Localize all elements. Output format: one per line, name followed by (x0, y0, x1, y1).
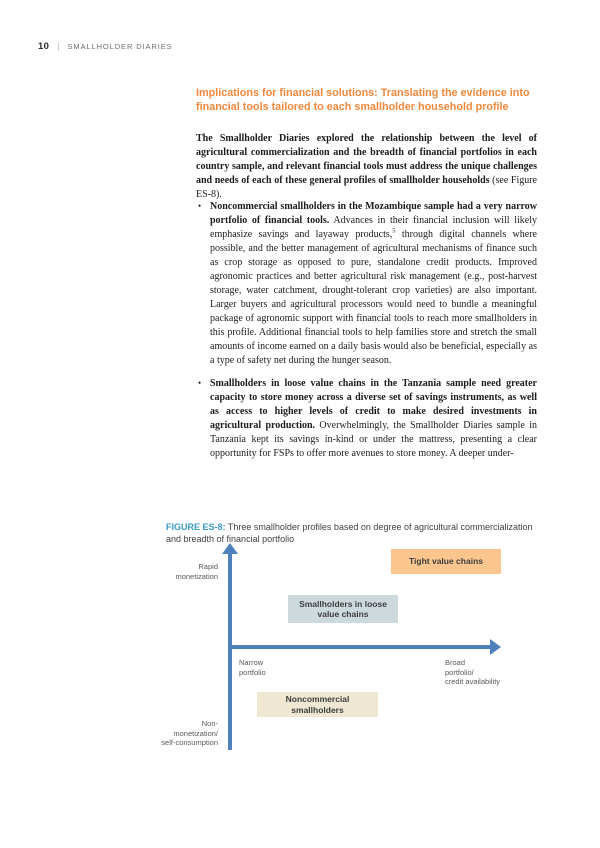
bullet-text: Overwhelmingly, the Smallholder Diaries sample in Tanzania kept its savings in-kind or under the mattress, presenting a clear opportunity for FSPs to offer more avenues to store money. A deeper under- (210, 420, 538, 459)
bullet-item-noncommercial (196, 200, 537, 368)
x-axis-high-label (445, 658, 530, 687)
intro-regular-text: (see Figure ES-8). (196, 175, 537, 200)
y-axis-line (228, 553, 232, 750)
loose-value-chains-box: Smallholders in loose value chains (288, 595, 398, 623)
label-line: monetization/ (173, 728, 218, 738)
x-axis-arrowhead-icon (490, 639, 501, 655)
label-line: portfolio/ (445, 667, 474, 677)
figure-es8-chart (160, 540, 552, 772)
label-line: portfolio (239, 667, 266, 677)
bullet-text: Advances in their financial inclusion will likely emphasize savings and layaway products, (210, 215, 537, 240)
label-line: credit availability (445, 677, 501, 686)
bullet-item-loose-value-chains (196, 377, 537, 461)
noncommercial-smallholders-box: Noncommercial smallholders (257, 692, 378, 717)
document-title: SMALLHOLDER DIARIES (67, 42, 173, 51)
intro-paragraph (196, 132, 537, 202)
header-divider: | (57, 41, 60, 51)
label-line: Non- (201, 719, 218, 728)
figure-label: FIGURE ES-8: (166, 522, 226, 532)
bullet-list (196, 200, 537, 470)
label-line: Rapid (198, 562, 218, 571)
tight-value-chains-box: Tight value chains (391, 549, 501, 574)
bullet-marker: • (198, 378, 202, 388)
label-line: Narrow (239, 658, 264, 667)
x-axis-line (230, 645, 492, 649)
running-header (38, 41, 173, 52)
intro-bold-text: The Smallholder Diaries explored the relationship between the level of agricultural commercialization and the breadth of financial portfolios in each country sample, and relevant financial tools must address the unique challenges and needs of each of these general profiles of smallholder households (196, 133, 537, 186)
bullet-bold-lead: Noncommercial smallholders in the Mozambique sample had a very narrow portfolio of financial tools. (210, 201, 537, 226)
footnote-marker: 5 (392, 227, 396, 235)
label-line: Broad (445, 658, 466, 667)
x-axis-low-label (239, 658, 299, 677)
bullet-bold-lead: Smallholders in loose value chains in the Tanzania sample need greater capacity to store money across a diverse set of savings instruments, as well as access to higher levels of credit to make desired investments in agricultural production. (210, 378, 537, 431)
page-number: 10 (38, 41, 50, 52)
section-heading: Implications for financial solutions: Translating the evidence into financial tools tailored to each smallholder household profile (196, 87, 530, 114)
bullet-marker: • (198, 201, 202, 211)
y-axis-high-label (160, 562, 218, 581)
figure-caption-text: Three smallholder profiles based on degree of agricultural commercialization and breadth of financial portfolio (166, 522, 533, 544)
bullet-text: through digital channels where possible, and the better management of agricultural mechanisms of finance such as crop storage as opposed to pure, standalone credit products. Improved agronomic practices and better agricultural risk management (e.g., post-harvest storage, water catchment, drought-tolerant crop varieties) are also important. Larger buyers and agricultural processors would need to bundle a meaningful package of agronomic support with financial tools to reach more smallholders in this profile. Additional financial tools to help families store and stretch the small amounts of income earned on a daily basis would also be beneficial, especially as a type of safety net during the hunger season. (210, 229, 537, 366)
label-line: self-consumption (161, 738, 218, 747)
label-line: monetization (175, 571, 218, 581)
y-axis-low-label (156, 719, 218, 748)
